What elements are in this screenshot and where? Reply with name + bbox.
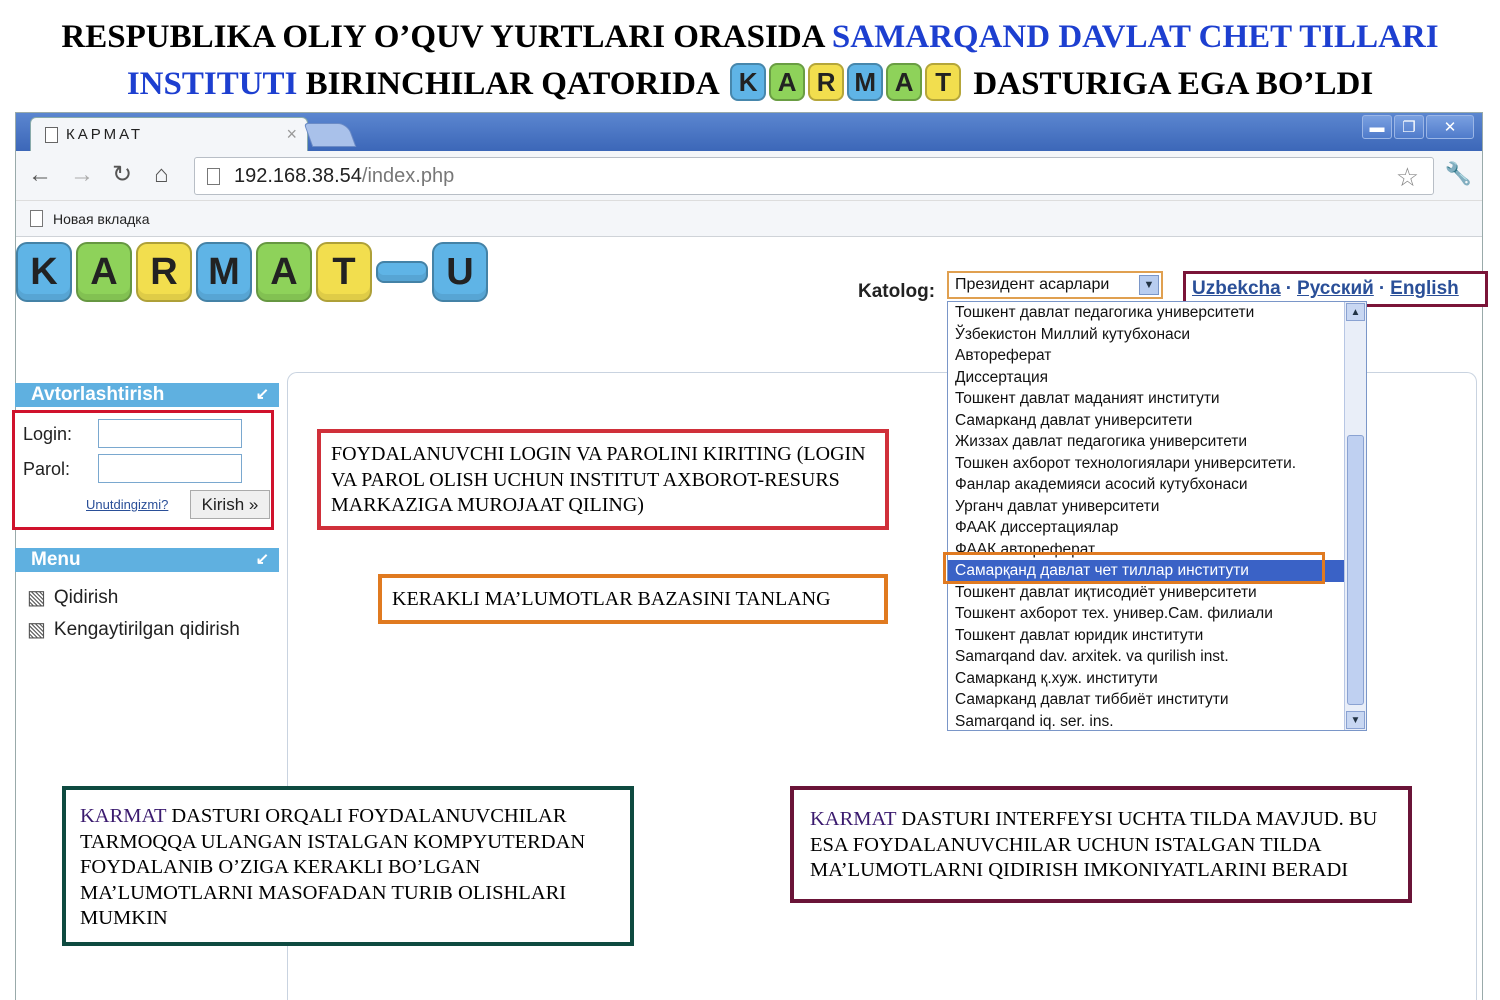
heading-line2-text-b: DASTURIGA EGA BO’LDI xyxy=(973,66,1374,102)
note-accent: KARMAT xyxy=(80,805,167,827)
window-controls xyxy=(1362,115,1474,139)
collapse-icon[interactable]: ↙ xyxy=(255,386,269,403)
catalog-select[interactable] xyxy=(947,271,1163,299)
heading-line1-accent: SAMARQAND DAVLAT CHET TILLARI xyxy=(831,19,1439,55)
lang-separator: · xyxy=(1285,278,1293,299)
dropdown-option[interactable]: Самарканд давлат университети xyxy=(955,411,1193,429)
logo-tile: K xyxy=(16,242,72,302)
dropdown-option[interactable]: Самарканд давлат тиббиёт институти xyxy=(955,691,1229,708)
restore-button[interactable]: ❐ xyxy=(1394,115,1424,139)
login-instruction-note: FOYDALANUVCHI LOGIN VA PAROLINI KIRITING (LOGIN VA PAROL OLISH UCHUN INSTITUT AXBOROT-RESURS MARKAZIGA MUROJAAT QILING) xyxy=(317,429,889,530)
page-icon xyxy=(45,127,58,143)
scroll-thumb[interactable] xyxy=(1347,435,1364,705)
note-text: DASTURI INTERFEYSI UCHTA TILDA MAVJUD. BU ESA FOYDALANUVCHILAR UCHUN ISTALGAN TILDA MA’LUMOTLARNI QIDIRISH IMKONIYATLARINI BERADI xyxy=(810,808,1378,881)
logo-tile: A xyxy=(769,63,805,101)
menu-item-search[interactable] xyxy=(27,585,118,610)
lang-russian-link[interactable]: Русский xyxy=(1297,278,1374,299)
advanced-search-menu-icon: ▧ xyxy=(27,619,46,641)
password-input[interactable] xyxy=(98,454,242,483)
menu-panel-title: Menu xyxy=(31,549,81,570)
dropdown-option[interactable]: Тошкент давлат иқтисодиёт университети xyxy=(955,583,1257,601)
logo-tile: T xyxy=(925,63,961,101)
login-button[interactable]: Kirish » xyxy=(190,490,270,519)
url-host: 192.168.38.54 xyxy=(234,164,362,187)
lang-separator: · xyxy=(1378,278,1386,299)
scroll-up-icon[interactable]: ▲ xyxy=(1346,303,1365,321)
minimize-button[interactable]: ▬ xyxy=(1362,115,1392,139)
menu-panel-header xyxy=(15,548,279,572)
dropdown-option[interactable]: Урганч давлат университети xyxy=(955,497,1160,515)
reload-icon[interactable]: ↻ xyxy=(112,161,133,188)
bookmark-new-tab[interactable]: Новая вкладка xyxy=(53,210,150,227)
selected-option-highlight xyxy=(943,552,1325,584)
dropdown-option[interactable]: Тошкент давлат юридик институти xyxy=(955,626,1204,644)
database-instruction-note: KERAKLI MA’LUMOTLAR BAZASINI TANLANG xyxy=(378,574,888,624)
dropdown-option[interactable]: Самарқанд давлат чет тиллар институти xyxy=(948,560,1366,582)
dropdown-option[interactable]: ФААК диссертациялар xyxy=(955,519,1119,536)
search-menu-icon: ▧ xyxy=(27,587,46,609)
address-bar[interactable] xyxy=(194,157,1434,195)
bookmark-star-icon[interactable]: ☆ xyxy=(1395,162,1419,192)
logo-tile: A xyxy=(256,242,312,302)
dropdown-option[interactable]: Фанлар академияси асосий кутубхонаси xyxy=(955,476,1248,493)
back-arrow-icon[interactable]: ← xyxy=(28,161,52,188)
home-icon[interactable]: ⌂ xyxy=(154,161,169,188)
auth-panel-title: Avtorlashtirish xyxy=(31,384,165,405)
bookmarks-bar xyxy=(16,201,1482,237)
login-label: Login: xyxy=(23,424,73,444)
dropdown-scrollbar[interactable] xyxy=(1344,302,1366,730)
browser-tab[interactable] xyxy=(30,117,308,151)
url-path: /index.php xyxy=(361,164,455,187)
collapse-icon[interactable]: ↙ xyxy=(255,551,269,568)
heading-line1-text: RESPUBLIKA OLIY O’QUV YURTLARI ORASIDA xyxy=(61,19,824,55)
password-label: Parol: xyxy=(23,459,71,479)
karmat-inline-logo xyxy=(730,63,961,101)
dropdown-option[interactable]: ФААК автореферат xyxy=(955,540,1096,558)
catalog-label: Katolog: xyxy=(858,281,936,302)
heading-line2-text-a: BIRINCHILAR QATORIDA xyxy=(305,66,718,102)
page-icon xyxy=(30,210,43,227)
dropdown-option[interactable]: Samarqand dav. arxitek. va qurilish inst. xyxy=(955,648,1229,665)
title-bar xyxy=(16,113,1482,151)
logo-tile: A xyxy=(76,242,132,302)
dropdown-option[interactable]: Самарканд қ.хуж. институти xyxy=(955,669,1158,687)
logo-tile: R xyxy=(136,242,192,302)
logo-tile: U xyxy=(432,242,488,302)
browser-toolbar xyxy=(16,151,1482,201)
dropdown-option[interactable]: Автореферат xyxy=(955,347,1052,364)
logo-tile: M xyxy=(847,63,883,101)
logo-tile: R xyxy=(808,63,844,101)
scroll-down-icon[interactable]: ▼ xyxy=(1346,711,1365,729)
logo-tile: M xyxy=(196,242,252,302)
menu-item-label: Kengaytirilgan qidirish xyxy=(53,618,240,640)
forward-arrow-icon[interactable]: → xyxy=(70,161,94,188)
heading-line2-accent: INSTITUTI xyxy=(126,66,298,102)
menu-item-label: Qidirish xyxy=(53,586,119,608)
dropdown-option[interactable]: Жиззах давлат педагогика университети xyxy=(955,433,1248,450)
login-input[interactable] xyxy=(98,419,242,448)
logo-tile: A xyxy=(886,63,922,101)
remote-access-note xyxy=(62,786,634,946)
page-heading xyxy=(0,14,1500,108)
menu-item-advanced-search[interactable] xyxy=(27,617,240,642)
close-window-button[interactable]: ✕ xyxy=(1426,115,1474,139)
new-tab-button[interactable] xyxy=(304,123,357,147)
dropdown-option[interactable]: Тошкен ахборот технологиялари университети. xyxy=(955,454,1297,472)
auth-panel-header xyxy=(15,383,279,407)
logo-tile: K xyxy=(730,63,766,101)
login-form xyxy=(12,410,274,530)
note-accent: KARMAT xyxy=(810,808,897,830)
close-tab-icon[interactable]: × xyxy=(286,124,297,144)
dropdown-option[interactable]: Тошкент ахборот тех. унивeр.Сам. филиали xyxy=(955,605,1273,622)
page-icon xyxy=(207,168,220,185)
wrench-icon[interactable]: 🔧 xyxy=(1444,161,1472,186)
karmat-u-logo xyxy=(16,242,488,302)
forgot-password-link[interactable]: Unutdingizmi? xyxy=(86,497,169,512)
dropdown-option[interactable]: Ўзбекистон Миллий кутубхонаси xyxy=(955,325,1191,343)
logo-tile: T xyxy=(316,242,372,302)
lang-english-link[interactable]: English xyxy=(1390,278,1459,299)
tab-title: КАРМАТ xyxy=(66,126,144,143)
logo-dash xyxy=(376,261,428,283)
dropdown-option[interactable]: Тошкент давлат маданият институти xyxy=(955,390,1220,407)
dropdown-option[interactable]: Samarqand iq. ser. ins. xyxy=(955,712,1114,730)
lang-uzbek-link[interactable]: Uzbekcha xyxy=(1192,278,1281,299)
catalog-dropdown-list[interactable] xyxy=(947,301,1367,731)
chevron-down-icon[interactable]: ▼ xyxy=(1139,275,1159,295)
catalog-selected-value: Президент асарлари xyxy=(955,276,1110,293)
languages-note xyxy=(790,786,1412,903)
dropdown-items xyxy=(948,302,1366,731)
dropdown-option[interactable]: Диссертация xyxy=(955,368,1049,386)
dropdown-option[interactable]: Тошкент давлат педагогика университети xyxy=(955,304,1255,321)
note-text: DASTURI ORQALI FOYDALANUVCHILAR TARMOQQA ULANGAN ISTALGAN KOMPYUTERDAN FOYDALANIB O’ZIGA KERAKLI BO’LGAN MA’LUMOTLARNI MASOFADAN TURIB OLISHLARI MUMKIN xyxy=(80,805,586,929)
